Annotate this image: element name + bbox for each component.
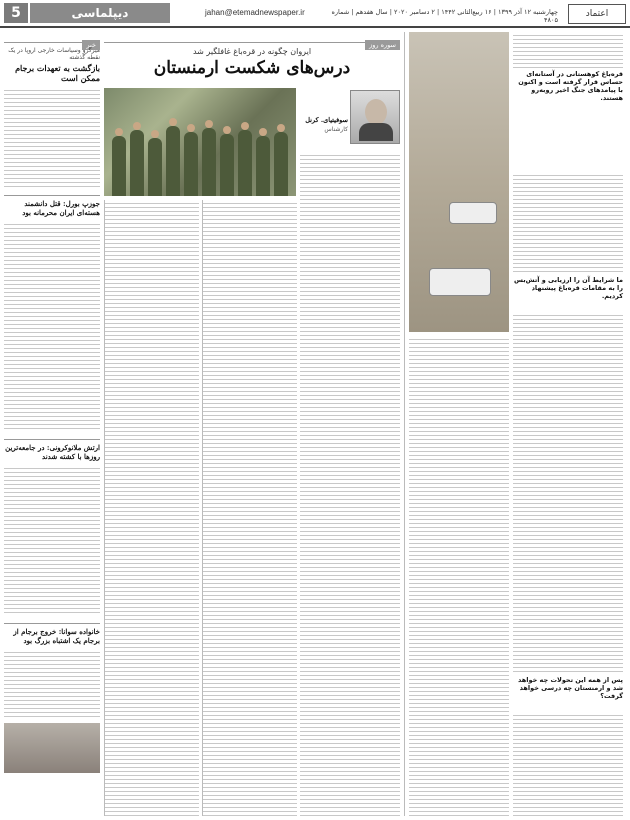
main-body-col-3 [202, 200, 297, 816]
left-story4-photo [4, 723, 100, 773]
road-photo [409, 32, 509, 332]
right-col-text-a [513, 172, 623, 272]
main-body-col-4 [300, 152, 400, 816]
right-col-text-c [513, 712, 623, 816]
right-bold-para-2: ما شرایط آن را ارزیابی و آتش‌بس را به مقامات قره‌باغ پیشنهاد کردیم. [514, 276, 623, 300]
left-story4-title: خانواده سوانا: خروج برجام از برجام یک اشتباه بزرگ بود [4, 623, 100, 645]
section-email: jahan@etemadnewspaper.ir [205, 8, 305, 17]
left-story2-title: جوزپ بورل: قتل دانشمند هسته‌ای ایران محرمانه بود [4, 195, 100, 217]
author-name: سوفیتیای. کرنل [305, 116, 348, 124]
main-story-photo [104, 88, 296, 196]
main-story-title: درس‌های شکست ارمنستان [153, 58, 351, 78]
right-col-text-b [513, 312, 623, 672]
left-column [4, 32, 100, 816]
right-col-text-d [409, 336, 509, 816]
newspaper-logo: اعتماد [568, 4, 626, 24]
main-story-kicker: ایروان چگونه در قره‌باغ غافلگیر شد [192, 47, 312, 56]
author-portrait [350, 90, 400, 144]
left-story1-body [4, 87, 100, 187]
page-header [0, 0, 630, 28]
left-story3-body [4, 465, 100, 615]
section-label: دیپلماسی [30, 3, 170, 23]
right-bold-para-3: پس از همه این تحولات چه خواهد شد و ارمنستان چه درسی خواهد گرفت؟ [518, 676, 623, 700]
left-column-tag: خبر [82, 40, 100, 50]
left-story2-body [4, 221, 100, 431]
main-body-col-2 [104, 200, 199, 816]
left-story3-title: ارتش ملانوکرونی: در جامعه‌ترین روزها با کشته شدند [4, 439, 100, 461]
left-story1-title: بازگشت به تعهدات برجام ممکن است [15, 63, 100, 83]
left-story1-kicker: میرگرو وسیاسات خارجی اروپا در یک نقطه گذشته [8, 47, 100, 61]
left-story4-body [4, 649, 100, 719]
page-number: 5 [4, 3, 28, 23]
right-lead-bold: قره‌باغ کوهستانی در آستانه‌ای حساس قرار گرفته است و اکنون با پیامدهای جنگ اخیر روبه‌رو هستند. [518, 70, 623, 102]
author-box [300, 88, 400, 148]
dateline: چهارشنبه ۱۲ آذر ۱۳۹۹ | ۱۶ ربیع‌الثانی ۱۴۴۲ | ۲ دسامبر ۲۰۲۰ | سال هفدهم | شماره ۴۸۰۵ [331, 8, 558, 24]
main-story-tag: سوره روز [365, 40, 400, 50]
right-col-intro-text [513, 32, 623, 68]
right-column [404, 32, 626, 816]
main-story-header [104, 32, 400, 86]
author-note: کارشناس [324, 126, 348, 133]
